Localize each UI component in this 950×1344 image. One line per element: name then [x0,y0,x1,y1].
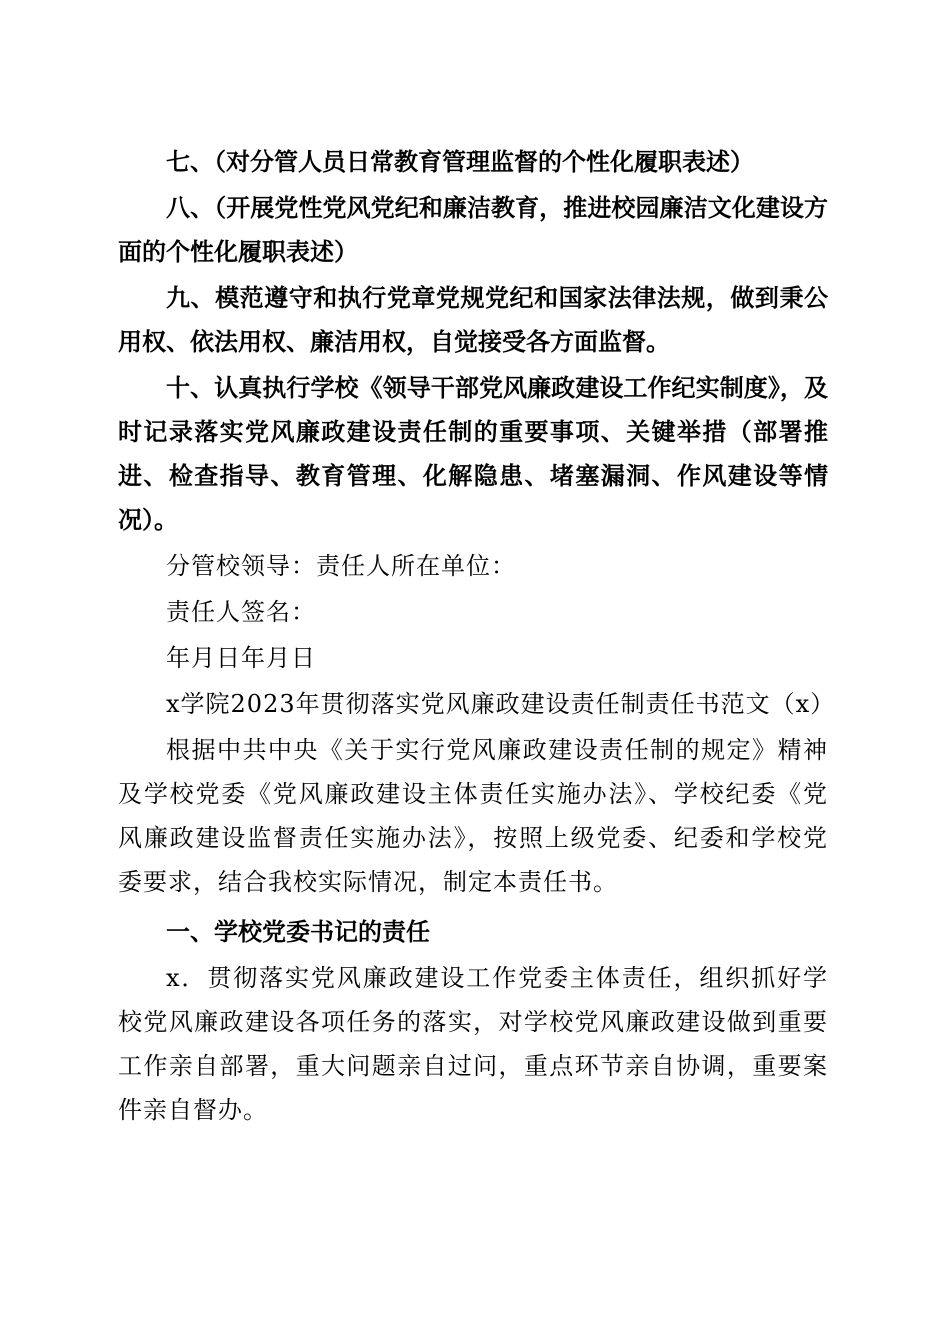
paragraph-item-7: 七、（对分管人员日常教育管理监督的个性化履职表述） [166,148,754,176]
signature-leaders-line: 分管校领导：责任人所在单位： [166,552,516,580]
paragraph-item-10: 十、认真执行学校《领导干部党风廉政建设工作纪实制度》，及时记录落实党风廉政建设责任制的重要事项、关键举措（部署推进、检查指导、教育管理、化解隐患、堵塞漏洞、作风建设等情况）。 [118,374,828,534]
date-line: 年月日年月日 [166,644,316,672]
paragraph-item-9: 九、模范遵守和执行党章党规党纪和国家法律法规，做到秉公用权、依法用权、廉洁用权，自觉接受各方面监督。 [118,284,828,356]
section-heading: 一、学校党委书记的责任 [166,918,430,946]
paragraph-item-8: 八、（开展党性党风党纪和廉洁教育，推进校园廉洁文化建设方面的个性化履职表述） [118,194,828,266]
document-body [118,140,836,1132]
intro-paragraph: 根据中共中央《关于实行党风廉政建设责任制的规定》精神及学校党委《党风廉政建设主体责任实施办法》、学校纪委《党风廉政建设监督责任实施办法》，按照上级党委、纪委和学校党委要求，结合我校实际情况，制定本责任书。 [118,736,828,896]
section-paragraph: x．贯彻落实党风廉政建设工作党委主体责任，组织抓好学校党风廉政建设各项任务的落实，对学校党风廉政建设做到重要工作亲自部署，重大问题亲自过问，重点环节亲自协调，重要案件亲自督办。 [118,964,828,1124]
signature-person-line: 责任人签名： [166,598,316,626]
document-title: x学院2023年贯彻落实党风廉政建设责任制责任书范文（x） [166,690,836,718]
